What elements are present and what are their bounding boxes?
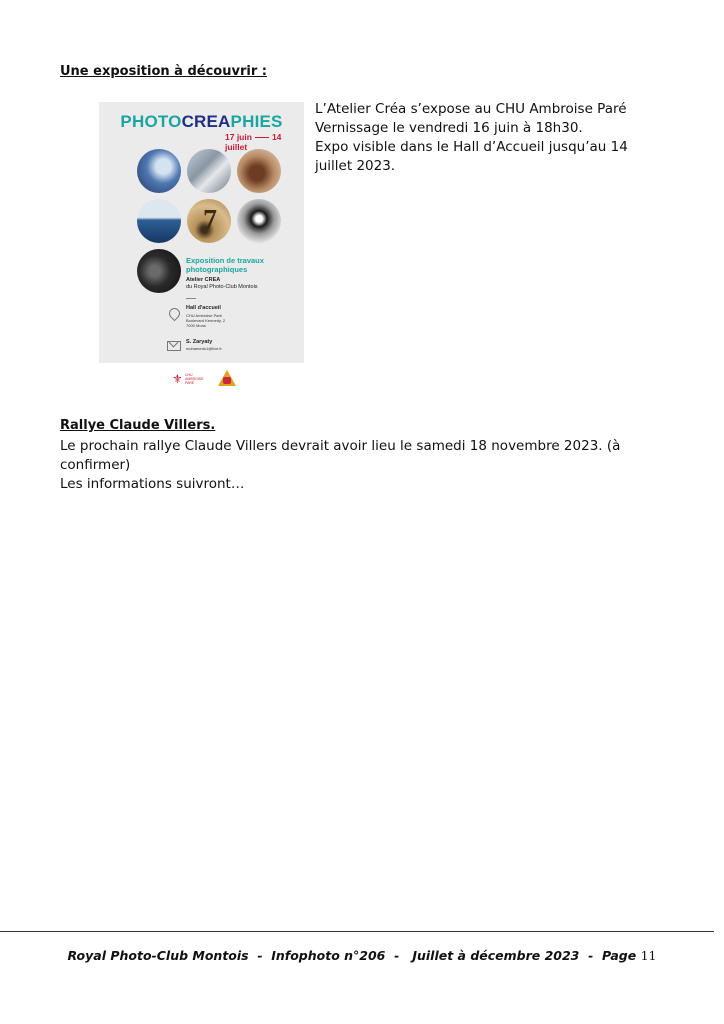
chu-logo-text	[185, 373, 203, 385]
expo-line: Expo visible dans le Hall d’Accueil jusqu’au 14 juillet 2023.	[315, 139, 628, 174]
expo-description	[315, 100, 655, 176]
chu-logo-line: CHU	[185, 373, 193, 377]
poster-seven-digit: 7	[203, 205, 217, 236]
expo-section-title: Une exposition à découvrir :	[60, 64, 267, 79]
poster-contact-name: S. Zaryaty	[186, 339, 213, 345]
poster-date-end: 14 juillet	[225, 132, 282, 152]
poster-address-line: Boulevard Kennedy, 2	[186, 318, 226, 323]
photo-circle-street	[187, 149, 231, 193]
poster-exhibition-text	[186, 256, 264, 274]
rallye-line: Les informations suivront…	[60, 476, 245, 492]
photo-circle-sky	[137, 199, 181, 243]
poster-divider	[186, 298, 196, 299]
page-number: 11	[640, 948, 657, 963]
poster-contact-email: mohamedo1@live.fr	[186, 346, 222, 351]
rallye-description	[60, 437, 680, 494]
photo-circle-lemur	[237, 199, 281, 243]
photo-club-logo-detail	[223, 377, 231, 384]
page-footer	[0, 948, 724, 963]
chu-logo-line: PARÉ	[185, 381, 195, 385]
poster-date-start: 17 juin	[225, 132, 252, 142]
rallye-section-title: Rallye Claude Villers.	[60, 418, 216, 433]
poster-club: du Royal Photo-Club Montois	[186, 284, 258, 290]
poster-title	[99, 112, 304, 132]
location-pin-icon	[167, 306, 183, 322]
expo-line: Vernissage le vendredi 16 juin à 18h30.	[315, 120, 583, 136]
poster-exhibition-line2: photographiques	[186, 265, 248, 274]
poster-address-line: 7000 Mons	[186, 323, 206, 328]
poster-address	[186, 313, 225, 328]
poster-title-part2: CREA	[181, 112, 231, 131]
footer-divider	[0, 931, 714, 932]
poster-hall: Hall d'accueil	[186, 305, 221, 311]
rallye-line: Le prochain rallye Claude Villers devrait avoir lieu le samedi 18 novembre 2023. (à confirmer)	[60, 438, 621, 473]
poster-title-part1: PHOTO	[120, 112, 182, 131]
poster-title-part3: PHIES	[230, 112, 283, 131]
footer-text: Royal Photo-Club Montois - Infophoto n°206 - Juillet à décembre 2023 - Page	[67, 948, 641, 963]
expo-line: L’Atelier Créa s’expose au CHU Ambroise Paré	[315, 101, 627, 117]
photo-circle-glass	[137, 149, 181, 193]
chu-fleur-icon: ⚜	[172, 372, 183, 386]
envelope-icon	[167, 341, 181, 351]
poster-address-line: CHU Ambroise Paré	[186, 313, 223, 318]
photo-circle-sculpture	[237, 149, 281, 193]
poster-atelier: Atelier CREA	[186, 277, 221, 283]
chu-logo-line: AMBROISE	[185, 377, 204, 381]
poster-exhibition-line1: Exposition de travaux	[186, 256, 264, 265]
photo-circle-dark	[137, 249, 181, 293]
exhibition-poster	[99, 102, 304, 363]
